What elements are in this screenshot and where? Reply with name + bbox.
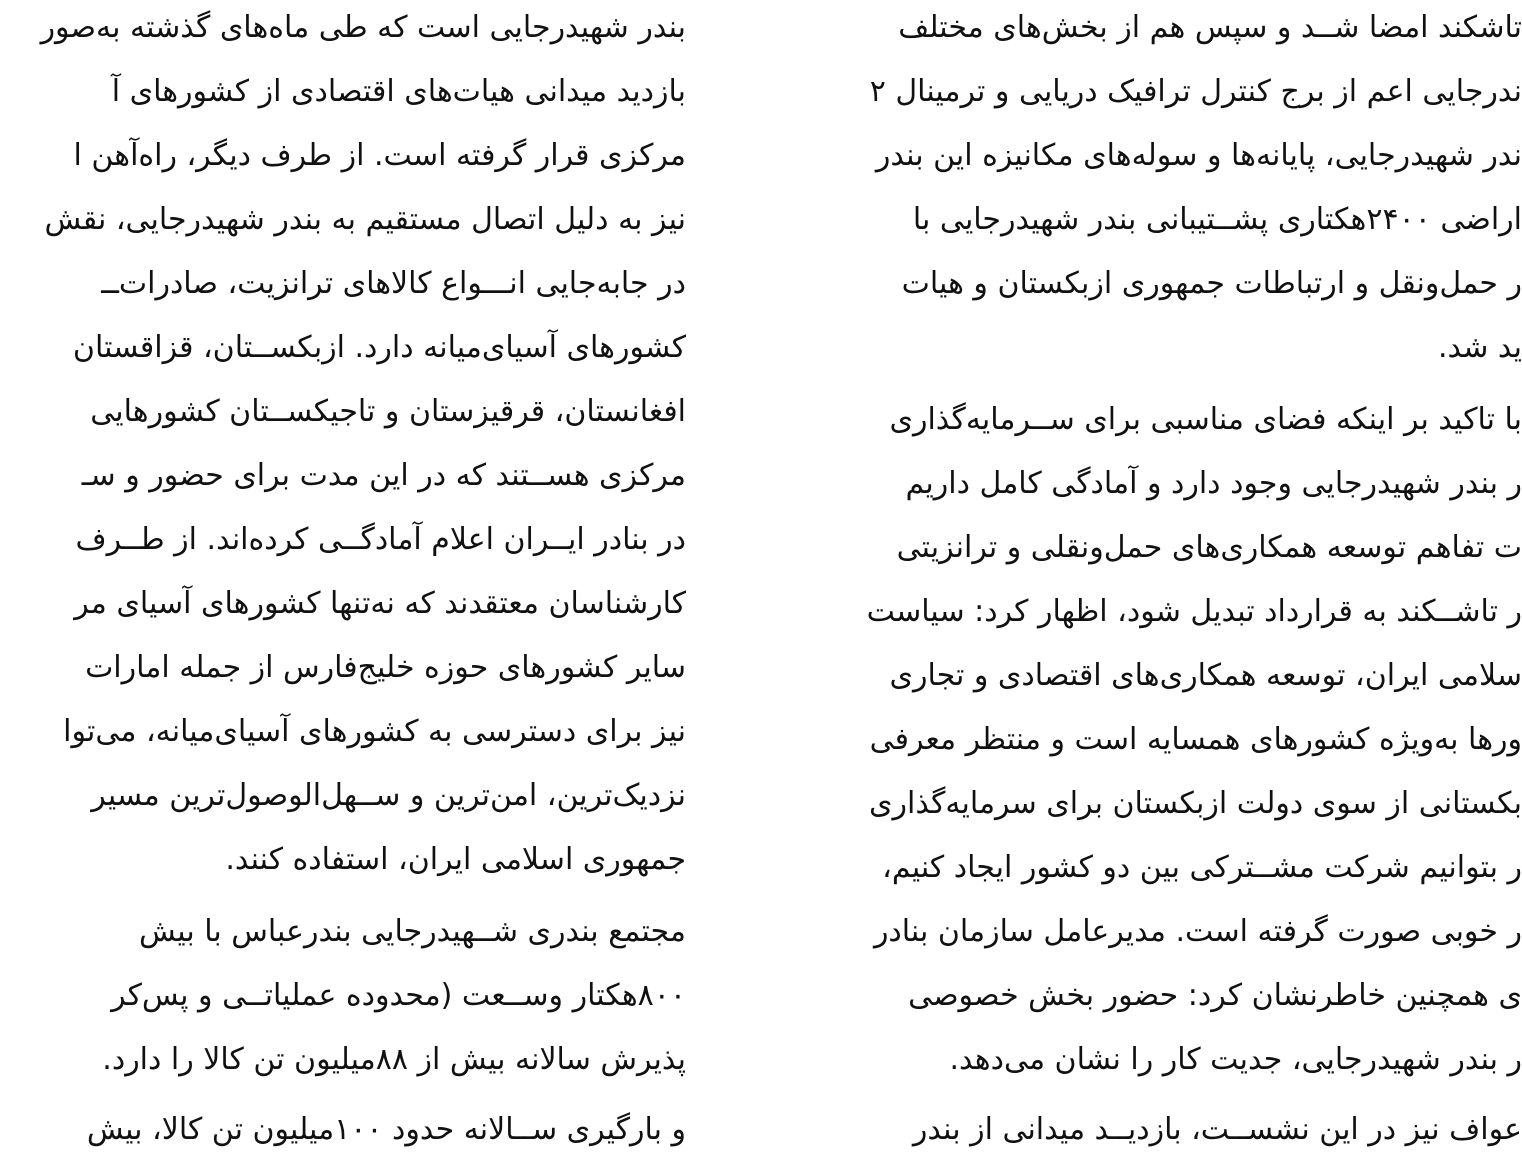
text-line: اراضی ۲۴۰۰هکتاری پشــتیبانی بندر شهیدرجایی با — [912, 202, 1522, 237]
text-line: ندرجایی اعم از برج کنترل ترافیک دریایی و ترمینال ۲ — [869, 74, 1522, 109]
text-line: افغانستان، قرقیزستان و تاجیکســتان کشورهایی — [90, 394, 686, 429]
article-column-right — [752, 0, 1522, 1151]
text-line: ر حمل‌ونقل و ارتباطات جمهوری ازبکستان و هیات — [901, 266, 1522, 301]
text-line: بازدید میدانی هیات‌های اقتصادی از کشورهای آ — [111, 74, 686, 109]
text-line: بکستانی از سوی دولت ازبکستان برای سرمایه‌گذاری — [869, 786, 1522, 821]
text-line: پذیرش سالانه بیش از ۸۸میلیون تن کالا را دارد. — [102, 1042, 686, 1077]
text-line: بندر شهیدرجایی است که طی ماه‌های گذشته به‌صور — [40, 10, 686, 45]
text-line: ت تفاهم توسعه همکاری‌های حمل‌ونقلی و ترانزیتی — [896, 530, 1522, 565]
text-line: ندر شهیدرجایی، پایانه‌ها و سوله‌های مکانیزه این بندر — [875, 138, 1522, 173]
text-line: مجتمع بندری شــهیدرجایی بندرعباس با بیش — [139, 914, 686, 949]
text-line: نیز به دلیل اتصال مستقیم به بندر شهیدرجایی، نقش — [44, 202, 686, 237]
text-line: ر بندر شهیدرجایی، جدیت کار را نشان می‌دهد. — [949, 1042, 1522, 1077]
text-line: ید شد. — [1437, 330, 1522, 365]
text-line: سلامی ایران، توسعه همکاری‌های اقتصادی و تجاری — [889, 658, 1522, 693]
text-line: ر بندر شهیدرجایی وجود دارد و آمادگی کامل داریم — [905, 466, 1522, 501]
text-line: جمهوری اسلامی ایران، استفاده کنند. — [225, 842, 686, 877]
text-line: ی همچنین خاطرنشان کرد: حضور بخش خصوصی — [908, 978, 1522, 1013]
text-line: و بارگیری ســالانه حدود ۱۰۰میلیون تن کالا، بیش — [86, 1112, 686, 1147]
text-line: ر خوبی صورت گرفته است. مدیرعامل سازمان بنادر — [873, 914, 1522, 949]
text-line: با تاکید بر اینکه فضای مناسبی برای ســرمایه‌گذاری — [889, 402, 1522, 437]
text-line: در جابه‌جایی انـــواع کالاهای ترانزیت، صادرات‌ــ — [101, 266, 686, 301]
text-line: کارشناسان معتقدند که نه‌تنها کشورهای آسیای مر — [74, 586, 686, 621]
text-line: ر بتوانیم شرکت مشــترکی بین دو کشور ایجاد کنیم، — [882, 850, 1522, 885]
text-line: ورها به‌ویژه کشورهای همسایه است و منتظر معرفی — [869, 722, 1522, 757]
text-line: ۸۰۰هکتار وســعت (محدوده عملیاتــی و پس‌کر — [111, 978, 686, 1013]
text-line: مرکزی هســتند که در این مدت برای حضور و سـ — [81, 458, 686, 493]
text-line: مرکزی قرار گرفته است. از طرف دیگر، راه‌آهن ا — [73, 138, 686, 173]
text-line: تاشکند امضا شــد و سپس هم از بخش‌های مختلف — [898, 10, 1522, 45]
text-line: نزدیک‌ترین، امن‌ترین و ســهل‌الوصول‌ترین مسیر — [91, 778, 686, 813]
text-line: در بنادر ایــران اعلام آمادگــی کرده‌اند. از طــرف — [75, 522, 686, 557]
text-line: ر تاشــکند به قرارداد تبدیل شود، اظهار کرد: سیاست — [866, 594, 1522, 629]
article-column-left — [0, 0, 686, 1151]
text-line: نیز برای دسترسی به کشورهای آسیای‌میانه، می‌توا — [63, 714, 686, 749]
text-line: کشورهای آسیای‌میانه دارد. ازبکســتان، قزاقستان — [72, 330, 686, 365]
text-line: سایر کشورهای حوزه خلیج‌فارس از جمله امارات — [85, 650, 686, 685]
text-line: عواف نیز در این نشســت، بازدیــد میدانی از بندر — [912, 1112, 1522, 1147]
